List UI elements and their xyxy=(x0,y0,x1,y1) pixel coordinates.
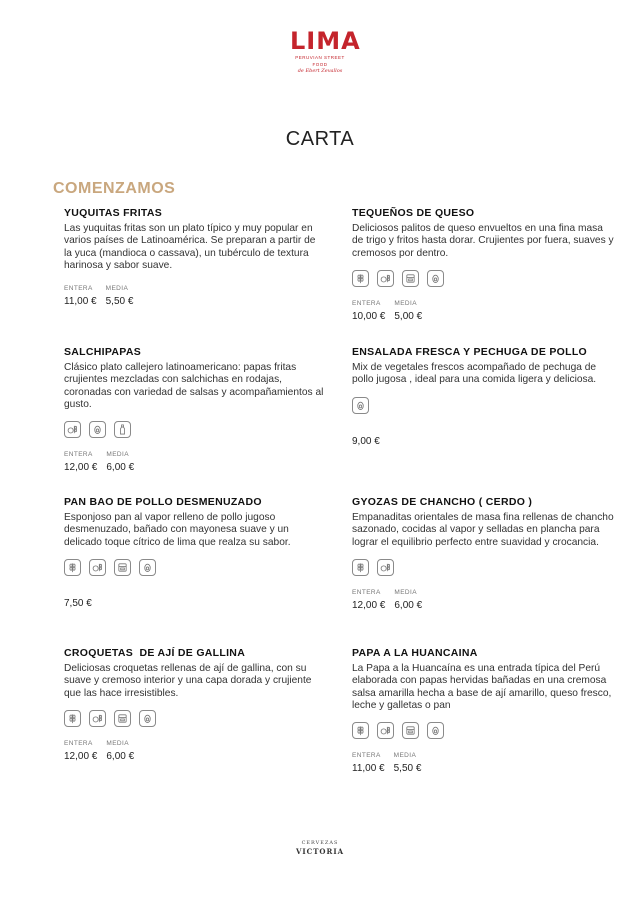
item-prices xyxy=(64,739,326,764)
gluten-icon xyxy=(64,559,81,576)
sponsor-bottom: VICTORIA xyxy=(295,847,345,856)
price-label-media: MEDIA xyxy=(394,299,417,307)
gluten-icon xyxy=(352,270,369,287)
item-name: CROQUETAS DE AJÍ DE GALLINA xyxy=(64,647,246,659)
page-title: CARTA xyxy=(285,128,355,150)
price-label-media: MEDIA xyxy=(393,752,417,760)
wheat-free-icon xyxy=(377,559,394,576)
price-media: 6,00 € xyxy=(106,462,135,474)
milk-icon xyxy=(114,559,131,576)
allergen-icons xyxy=(64,710,326,727)
price-media: 6,00 € xyxy=(394,599,423,611)
item-name: TEQUEÑOS DE QUESO xyxy=(352,207,475,219)
price-entera: 11,00 € xyxy=(64,296,97,308)
wheat-free-icon xyxy=(377,270,394,287)
price-entera: 10,00 € xyxy=(352,310,386,322)
price-entera: 12,00 € xyxy=(64,750,98,762)
price-label-media: MEDIA xyxy=(106,739,129,747)
bottle-icon xyxy=(114,421,131,438)
item-name: ENSALADA FRESCA Y PECHUGA DE POLLO xyxy=(352,346,588,358)
item-name: YUQUITAS FRITAS xyxy=(64,207,163,219)
price-media: 5,50 € xyxy=(105,296,134,308)
menu-item-ensalada xyxy=(352,345,614,447)
section-heading: COMENZAMOS xyxy=(53,180,176,197)
egg-icon xyxy=(352,397,369,414)
allergen-icons xyxy=(64,559,326,576)
price: 9,00 € xyxy=(352,435,380,447)
egg-icon xyxy=(89,421,106,438)
menu-item-croquetas xyxy=(64,646,326,764)
price-media: 6,00 € xyxy=(106,750,135,762)
sponsor-logo xyxy=(0,840,640,856)
menu-item-gyozas xyxy=(352,495,614,613)
item-prices xyxy=(64,284,326,309)
allergen-icons xyxy=(64,421,326,438)
gluten-icon xyxy=(64,710,81,727)
gluten-icon xyxy=(352,559,369,576)
item-name: PAPA A LA HUANCAINA xyxy=(352,647,478,659)
egg-icon xyxy=(139,710,156,727)
item-prices xyxy=(352,299,614,324)
egg-icon xyxy=(139,559,156,576)
logo-word: LIMA xyxy=(290,27,361,55)
price-label-media: MEDIA xyxy=(105,285,129,293)
wheat-free-icon xyxy=(89,559,106,576)
price-label-entera: ENTERA xyxy=(352,752,381,760)
menu-item-pan-bao xyxy=(64,495,326,609)
price-entera: 12,00 € xyxy=(64,462,98,474)
price-label-media: MEDIA xyxy=(106,451,129,459)
price-entera: 12,00 € xyxy=(352,599,386,611)
item-description: La Papa a la Huancaína es una entrada típica del Perú elaborada con papas hervidas bañadas en una cremosa salsa amarilla hecha a base de ají amarillo, queso fresco, leche y galletas o pan xyxy=(352,663,612,711)
menu-item-papa-huancaina xyxy=(352,646,614,776)
price: 7,50 € xyxy=(64,597,92,609)
item-name: SALCHIPAPAS xyxy=(64,346,141,358)
item-description: Clásico plato callejero latinoamericano: papas fritas crujientes mezcladas con salchichas en rodajas, coronadas con variedad de salsas y acompañamientos al gusto. xyxy=(64,362,324,410)
menu-item-yuquitas xyxy=(64,206,326,309)
egg-icon xyxy=(427,722,444,739)
allergen-icons xyxy=(352,559,614,576)
allergen-icons xyxy=(352,722,614,739)
price-media: 5,00 € xyxy=(394,310,423,322)
egg-icon xyxy=(427,270,444,287)
price-label-entera: ENTERA xyxy=(64,285,93,293)
allergen-icons xyxy=(352,270,614,287)
logo-signature: de Ebert Zevallos xyxy=(297,68,343,74)
milk-icon xyxy=(114,710,131,727)
item-prices xyxy=(352,588,614,613)
item-name: GYOZAS DE CHANCHO ( CERDO ) xyxy=(352,496,533,508)
price-label-entera: ENTERA xyxy=(64,739,93,747)
item-description: Deliciosas croquetas rellenas de ají de gallina, con su suave y cremoso interior y una capa dorada y crujiente que las hace irresistibles. xyxy=(64,663,312,699)
price-label-entera: ENTERA xyxy=(352,299,381,307)
gluten-icon xyxy=(352,722,369,739)
allergen-icons xyxy=(352,397,614,414)
sponsor-top: CERVEZAS xyxy=(301,840,339,846)
item-description: Esponjoso pan al vapor relleno de pollo jugoso desmenuzado, bañado con mayonesa suave y un delicado toque cítrico de lima que realza su sabor. xyxy=(64,512,291,548)
wheat-free-icon xyxy=(377,722,394,739)
lima-logo xyxy=(290,27,361,74)
item-description: Mix de vegetales frescos acompañado de pechuga de pollo jugosa , ideal para una comida ligera y deliciosa. xyxy=(352,362,597,386)
price-entera: 11,00 € xyxy=(352,763,385,775)
item-prices xyxy=(64,450,326,475)
wheat-free-icon xyxy=(64,421,81,438)
menu-item-tequenos xyxy=(352,206,614,324)
item-description: Las yuquitas fritas son un plato típico y muy popular en varios países de Latinoamérica. Se preparan a partir de la yuca (mandioca o cassava), un tubérculo de textura harinosa y sabor suave. xyxy=(64,223,316,271)
wheat-free-icon xyxy=(89,710,106,727)
menu-item-salchipapas xyxy=(64,345,326,475)
milk-icon xyxy=(402,270,419,287)
price-label-entera: ENTERA xyxy=(64,451,93,459)
item-description: Deliciosos palitos de queso envueltos en una fina masa de trigo y fritos hasta dorar. Crujientes por fuera, suaves y cremosos por dentro. xyxy=(352,223,614,259)
milk-icon xyxy=(402,722,419,739)
logo-tagline: PERUVIAN STREET FOOD xyxy=(295,55,345,67)
item-name: PAN BAO DE POLLO DESMENUZADO xyxy=(64,496,262,508)
price-label-entera: ENTERA xyxy=(352,588,381,596)
price-label-media: MEDIA xyxy=(394,588,417,596)
item-description: Empanaditas orientales de masa fina rellenas de chancho sazonado, cocidas al vapor y selladas en plancha para lograr el equilibrio perfecto entre suavidad y crocancia. xyxy=(352,512,614,548)
price-media: 5,50 € xyxy=(393,763,422,775)
item-prices xyxy=(352,751,614,776)
